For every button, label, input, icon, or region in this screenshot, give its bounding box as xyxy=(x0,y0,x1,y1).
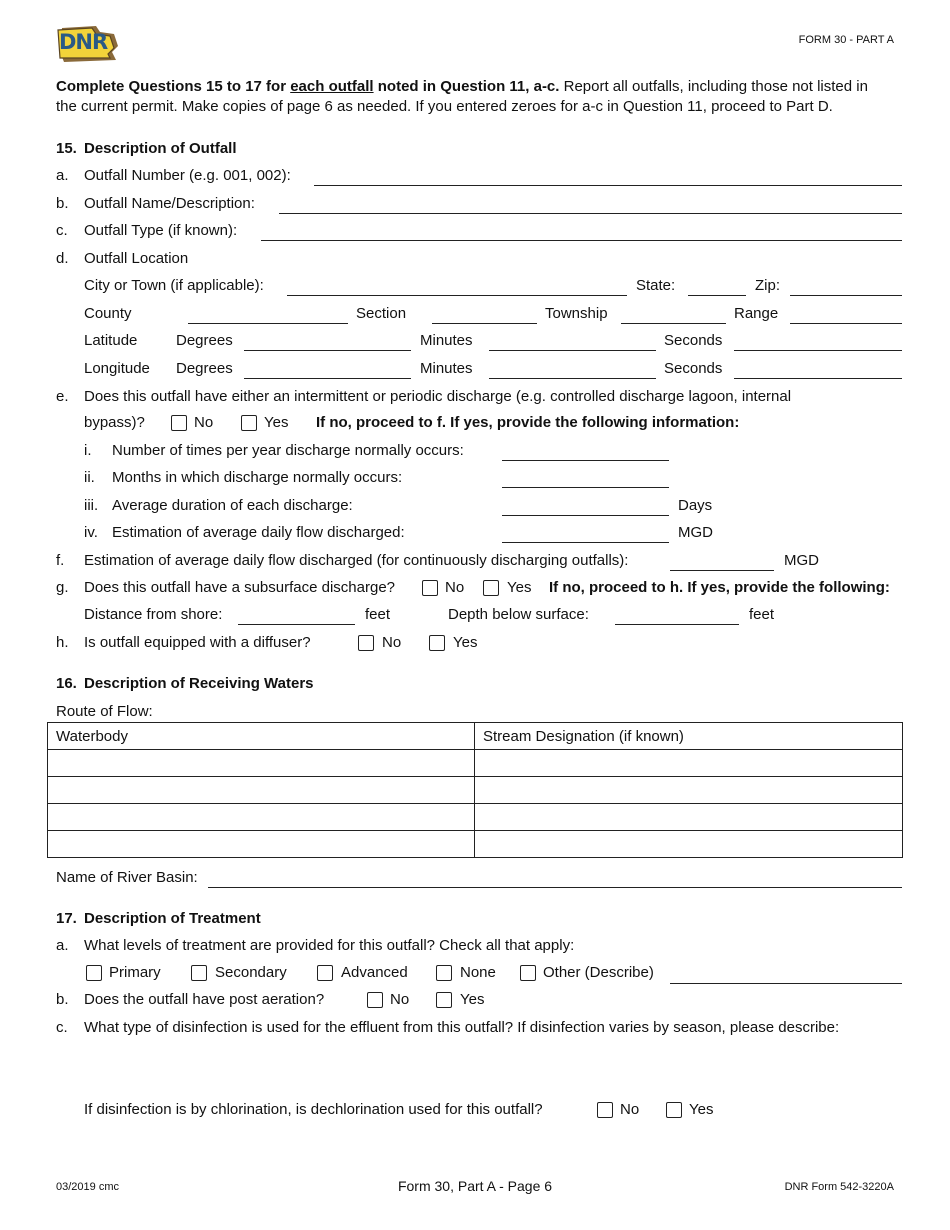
waterbody-cell[interactable] xyxy=(48,831,475,858)
outfall-type-field[interactable] xyxy=(261,240,902,241)
state-field[interactable] xyxy=(688,295,746,296)
city-label: City or Town (if applicable): xyxy=(84,277,264,294)
q15e-iii-num: iii. xyxy=(84,497,99,514)
longitude-seconds-field[interactable] xyxy=(734,378,902,379)
primary-checkbox[interactable] xyxy=(86,965,102,981)
longitude-minutes-field[interactable] xyxy=(489,378,656,379)
latitude-seconds-field[interactable] xyxy=(734,350,902,351)
range-label: Range xyxy=(734,305,779,322)
waterbody-cell[interactable] xyxy=(48,750,475,777)
q15g-no-checkbox[interactable] xyxy=(422,580,438,596)
dnr-logo xyxy=(56,22,122,64)
post-aeration-yes-checkbox[interactable] xyxy=(436,992,452,1008)
other-label: Other (Describe) xyxy=(543,964,654,981)
q15h-yes-checkbox[interactable] xyxy=(429,635,445,651)
footer-form-number: DNR Form 542-3220A xyxy=(784,1181,894,1193)
latitude-minutes-field[interactable] xyxy=(489,350,656,351)
none-label: None xyxy=(460,964,496,981)
distance-field[interactable] xyxy=(238,624,355,625)
section-field[interactable] xyxy=(432,323,537,324)
city-field[interactable] xyxy=(287,295,627,296)
duration-unit: Days xyxy=(678,497,713,514)
outfall-name-field[interactable] xyxy=(279,213,902,214)
q15b-letter: b. xyxy=(56,195,69,212)
longitude-degrees-label: Degrees xyxy=(176,360,233,377)
q16-title: Description of Receiving Waters xyxy=(84,675,314,692)
longitude-label: Longitude xyxy=(84,360,150,377)
depth-label: Depth below surface: xyxy=(448,606,589,623)
route-of-flow-label: Route of Flow: xyxy=(56,703,153,720)
q15e-iii-label: Average duration of each discharge: xyxy=(112,497,353,514)
q15g-letter: g. xyxy=(56,579,69,596)
range-field[interactable] xyxy=(790,323,902,324)
depth-field[interactable] xyxy=(615,624,739,625)
q15g-no-label: No xyxy=(445,579,465,596)
disinfection-description-area[interactable] xyxy=(84,1042,902,1092)
q17-number: 17. xyxy=(56,910,77,927)
duration-field[interactable] xyxy=(502,515,669,516)
q15h-no-label: No xyxy=(382,634,402,651)
q15h-letter: h. xyxy=(56,634,69,651)
post-aeration-no-checkbox[interactable] xyxy=(367,992,383,1008)
q15h-yes-label: Yes xyxy=(453,634,478,651)
q17-title: Description of Treatment xyxy=(84,910,261,927)
stream-designation-header: Stream Designation (if known) xyxy=(475,723,903,750)
post-aeration-yes-label: Yes xyxy=(460,991,485,1008)
primary-label: Primary xyxy=(109,964,161,981)
q15a-label: Outfall Number (e.g. 001, 002): xyxy=(84,167,291,184)
intro-bold-underlined: each outfall xyxy=(290,78,374,95)
q15c-letter: c. xyxy=(56,222,68,239)
q15f-letter: f. xyxy=(56,552,65,569)
stream-designation-cell[interactable] xyxy=(475,750,903,777)
township-label: Township xyxy=(545,305,608,322)
intro-line1-rest: Report all outfalls, including those not listed in xyxy=(559,78,868,95)
q15d-letter: d. xyxy=(56,250,69,267)
form-label: FORM 30 - PART A xyxy=(798,34,894,46)
latitude-degrees-label: Degrees xyxy=(176,332,233,349)
q17b-letter: b. xyxy=(56,991,69,1008)
q15e-ii-label: Months in which discharge normally occurs: xyxy=(112,469,403,486)
q15h-label: Is outfall equipped with a diffuser? xyxy=(84,634,311,651)
distance-unit: feet xyxy=(365,606,391,623)
q15e-yes-checkbox[interactable] xyxy=(241,415,257,431)
outfall-number-field[interactable] xyxy=(314,185,902,186)
q15f-label: Estimation of average daily flow discharged (for continuously discharging outfalls): xyxy=(84,552,629,569)
footer-page: Form 30, Part A - Page 6 xyxy=(397,1178,553,1194)
dechlorination-yes-checkbox[interactable] xyxy=(666,1102,682,1118)
dechlorination-no-checkbox[interactable] xyxy=(597,1102,613,1118)
q15e-letter: e. xyxy=(56,388,69,405)
intro-line-2: the current permit. Make copies of page 6 as needed. If you entered zeroes for a-c in Question 11, proceed to Part D. xyxy=(56,98,833,115)
dechlorination-label: If disinfection is by chlorination, is dechlorination used for this outfall? xyxy=(84,1101,543,1118)
section-label: Section xyxy=(356,305,407,322)
months-field[interactable] xyxy=(502,487,669,488)
footer-date: 03/2019 cmc xyxy=(56,1181,119,1193)
township-field[interactable] xyxy=(621,323,726,324)
longitude-minutes-label: Minutes xyxy=(420,360,473,377)
avg-flow-field[interactable] xyxy=(502,542,669,543)
stream-designation-cell[interactable] xyxy=(475,804,903,831)
stream-designation-cell[interactable] xyxy=(475,831,903,858)
logo-text: DNR xyxy=(59,30,108,54)
none-checkbox[interactable] xyxy=(436,965,452,981)
avg-flow-unit: MGD xyxy=(678,524,713,541)
q15-number: 15. xyxy=(56,140,77,157)
latitude-degrees-field[interactable] xyxy=(244,350,411,351)
q15e-iv-num: iv. xyxy=(84,524,98,541)
waterbody-cell[interactable] xyxy=(48,777,475,804)
river-basin-label: Name of River Basin: xyxy=(56,869,198,886)
q15e-i-label: Number of times per year discharge normally occurs: xyxy=(112,442,464,459)
state-label: State: xyxy=(636,277,676,294)
latitude-seconds-label: Seconds xyxy=(664,332,723,349)
table-row xyxy=(48,831,903,858)
q15d-label: Outfall Location xyxy=(84,250,189,267)
depth-unit: feet xyxy=(749,606,775,623)
q15h-no-checkbox[interactable] xyxy=(358,635,374,651)
table-row xyxy=(48,804,903,831)
intro-bold-lead: Complete Questions 15 to 17 for xyxy=(56,78,291,95)
q17a-label: What levels of treatment are provided for this outfall? Check all that apply: xyxy=(84,937,575,954)
intro-bold-tail: noted in Question 11, a-c. xyxy=(373,78,560,95)
other-checkbox[interactable] xyxy=(520,965,536,981)
q15e-i-num: i. xyxy=(84,442,92,459)
q15e-instruction: If no, proceed to f. If yes, provide the following information: xyxy=(316,414,740,431)
q15g-label: Does this outfall have a subsurface discharge? xyxy=(84,579,396,596)
q15g-yes-checkbox[interactable] xyxy=(483,580,499,596)
distance-label: Distance from shore: xyxy=(84,606,223,623)
q15e-no-label: No xyxy=(194,414,214,431)
secondary-label: Secondary xyxy=(215,964,287,981)
q15e-no-checkbox[interactable] xyxy=(171,415,187,431)
latitude-label: Latitude xyxy=(84,332,138,349)
longitude-degrees-field[interactable] xyxy=(244,378,411,379)
q15e-iv-label: Estimation of average daily flow discharged: xyxy=(112,524,405,541)
q15g-yes-label: Yes xyxy=(507,579,532,596)
q17a-letter: a. xyxy=(56,937,69,954)
q17c-label: What type of disinfection is used for the effluent from this outfall? If disinfection varies by season, please describe: xyxy=(84,1019,840,1036)
latitude-minutes-label: Minutes xyxy=(420,332,473,349)
zip-field[interactable] xyxy=(790,295,902,296)
table-row xyxy=(48,750,903,777)
q17c-letter: c. xyxy=(56,1019,68,1036)
longitude-seconds-label: Seconds xyxy=(664,360,723,377)
secondary-checkbox[interactable] xyxy=(191,965,207,981)
q15-title: Description of Outfall xyxy=(84,140,237,157)
advanced-label: Advanced xyxy=(341,964,408,981)
q15e-line2: bypass)? xyxy=(84,414,145,431)
intro-line-1 xyxy=(56,78,868,96)
q15a-letter: a. xyxy=(56,167,69,184)
q15e-yes-label: Yes xyxy=(264,414,289,431)
continuous-flow-unit: MGD xyxy=(784,552,819,569)
q15e-ii-num: ii. xyxy=(84,469,95,486)
waterbody-cell[interactable] xyxy=(48,804,475,831)
route-of-flow-table xyxy=(47,722,903,858)
q15c-label: Outfall Type (if known): xyxy=(84,222,238,239)
q15b-label: Outfall Name/Description: xyxy=(84,195,255,212)
q16-number: 16. xyxy=(56,675,77,692)
q15e-line1: Does this outfall have either an intermittent or periodic discharge (e.g. controlled discharge lagoon, internal xyxy=(84,388,792,405)
dechlorination-yes-label: Yes xyxy=(689,1101,714,1118)
county-label: County xyxy=(84,305,132,322)
q17b-label: Does the outfall have post aeration? xyxy=(84,991,325,1008)
other-describe-field[interactable] xyxy=(670,983,902,984)
table-header-row xyxy=(48,723,903,750)
continuous-flow-field[interactable] xyxy=(670,570,774,571)
stream-designation-cell[interactable] xyxy=(475,777,903,804)
dechlorination-no-label: No xyxy=(620,1101,640,1118)
river-basin-field[interactable] xyxy=(208,887,902,888)
times-per-year-field[interactable] xyxy=(502,460,669,461)
post-aeration-no-label: No xyxy=(390,991,410,1008)
county-field[interactable] xyxy=(188,323,348,324)
advanced-checkbox[interactable] xyxy=(317,965,333,981)
zip-label: Zip: xyxy=(755,277,781,294)
table-row xyxy=(48,777,903,804)
waterbody-header: Waterbody xyxy=(48,723,475,750)
q15g-instruction: If no, proceed to h. If yes, provide the following: xyxy=(549,579,890,596)
